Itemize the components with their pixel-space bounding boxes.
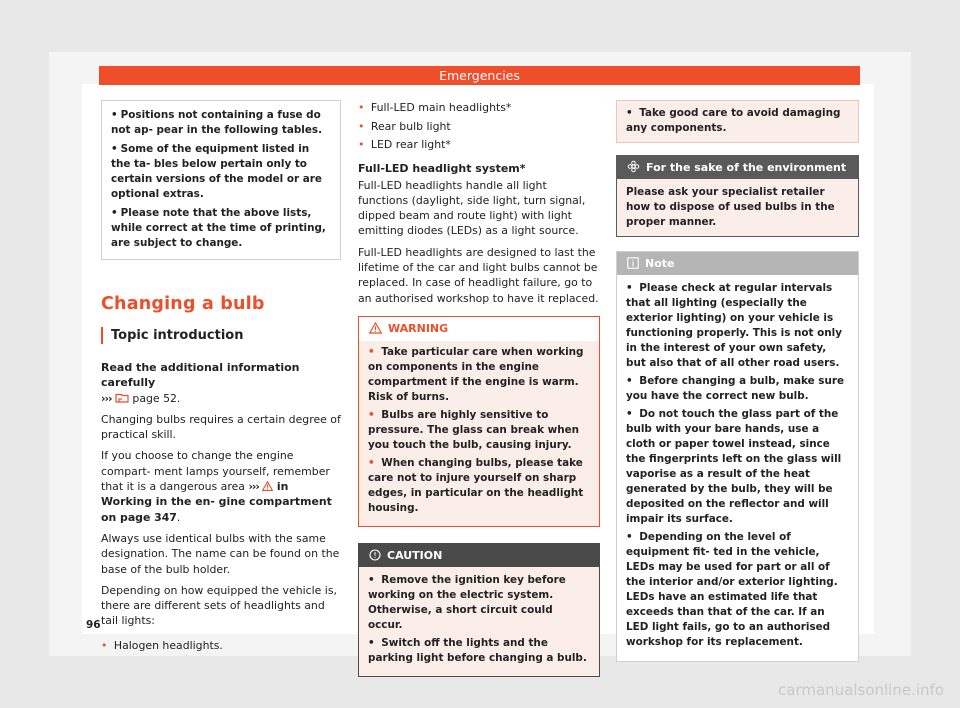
warning-triangle-icon [369, 322, 382, 334]
paragraph: Changing bulbs requires a certain degree of practical skill. [101, 412, 341, 442]
caution-body [359, 567, 599, 676]
read-more-line: Read the additional information carefully [101, 361, 300, 390]
read-more-reference[interactable]: ››› page 52. [101, 391, 181, 405]
paragraph: If you choose to change the engine compart- ment lamps yourself, remember that it is a dangerous area ››› in Working in the en- gine compartment on page 347. [101, 449, 332, 524]
bullet-icon: • [368, 573, 375, 586]
caution-circle-icon [369, 549, 381, 561]
list-item: • Full-LED main headlights* [358, 101, 512, 114]
bullet-icon: • [101, 638, 108, 652]
note-header: Note [617, 252, 858, 275]
bullet-icon: • [368, 456, 375, 469]
section-title: Changing a bulb [101, 294, 265, 314]
chapter-header: Emergencies [99, 66, 860, 85]
cross-reference-link[interactable]: in Working in the en- gine compartment on page 347 [101, 480, 332, 524]
column-3 [616, 100, 859, 662]
paragraph: Always use identical bulbs with the same designation. The name can be found on the base of the bulb holder. [101, 531, 340, 576]
subheading: Full-LED headlight system* [358, 161, 526, 175]
list-item: • Halogen headlights. [101, 638, 223, 652]
bullet-icon: • [368, 636, 375, 649]
list-item: • LED rear light* [358, 138, 451, 151]
bullet-icon: • [111, 207, 118, 219]
page-number: 96 [86, 619, 101, 631]
note-box [616, 251, 859, 662]
note-body [617, 275, 858, 661]
bullet-icon: • [368, 345, 375, 358]
bullet-icon: • [358, 138, 365, 151]
bullet-icon: • [626, 375, 633, 387]
paragraph: Full-LED headlights handle all light functions (daylight, side light, turn signal, dipped beam and route light) with light emitting diodes (LEDs) as a light source. [358, 178, 586, 238]
caution-item: • Remove the ignition key before working on the electric system. Otherwise, a short circuit could occur. [368, 573, 566, 631]
note-item: • Depending on the level of equipment fit- ted in the vehicle, LEDs may be used for part or all of the interior and/or exterior lighting. LEDs have an estimated life that exceeds than that of the car. If an LED light fails, go to an authorised workshop for its replacement. [626, 531, 838, 648]
warning-item: • Bulbs are highly sensitive to pressure. The glass can break when you touch the bulb, causing injury. [368, 408, 580, 451]
bullet-icon: • [358, 119, 365, 133]
caution-item: • Switch off the lights and the parking light before changing a bulb. [368, 636, 587, 664]
bullet-icon: • [111, 109, 118, 121]
list-item: • Rear bulb light [358, 119, 451, 133]
paragraph: Full-LED headlights are designed to last the lifetime of the car and light bulbs cannot be replaced. In case of headlight failure, go to an authorised workshop to have it replaced. [358, 245, 599, 305]
intro-item: • Some of the equipment listed in the ta- bles below pertain only to certain versions of the model or are optional extras. [111, 143, 322, 200]
bullet-icon: • [358, 101, 365, 114]
topic-intro-heading: Topic introduction [101, 327, 341, 344]
warning-box [358, 316, 600, 527]
info-icon [627, 257, 639, 269]
warning-header: WARNING [359, 317, 599, 341]
note-item: • Do not touch the glass part of the bulb with your bare hands, use a cloth or paper towel instead, since the fingerprints left on the glass will vaporise as a result of the heat generated by the bulb, they will be deposited on the reflector and will impair its surface. [626, 408, 842, 525]
note-item: • Before changing a bulb, make sure you have the correct new bulb. [626, 375, 845, 402]
environment-body: Please ask your specialist retailer how to dispose of used bulbs in the proper manner. [626, 186, 835, 228]
bullet-icon: • [368, 408, 375, 421]
book-reference-icon [115, 393, 129, 403]
bullet-icon: • [111, 143, 118, 155]
intro-box [101, 100, 341, 260]
environment-header: For the sake of the environment [617, 156, 858, 179]
warning-body [359, 341, 599, 526]
note-item: • Please check at regular intervals that all lighting (especially the exterior lighting) on your vehicle is functioning properly. This is not only in the interest of your own safety, but also that of all other road users. [626, 282, 843, 369]
intro-item: • Please note that the above lists, while correct at the time of printing, are subject to change. [111, 207, 326, 249]
warning-item: • Take particular care when working on components in the engine compartment if the engine is warm. Risk of burns. [368, 345, 584, 403]
intro-item: • Positions not containing a fuse do not ap- pear in the following tables. [111, 109, 323, 136]
caution-box [358, 543, 600, 677]
column-2 [358, 100, 600, 677]
bullet-icon: • [626, 107, 633, 119]
column-1 [101, 100, 341, 656]
flower-icon [627, 160, 640, 173]
warning-triangle-icon [262, 481, 273, 491]
caution-header: CAUTION [359, 544, 599, 567]
watermark: carmanualsonline.info [778, 681, 944, 699]
warning-item: • When changing bulbs, please take care not to injure yourself on sharp edges, in particular on the headlight housing. [368, 456, 584, 514]
environment-box [616, 155, 859, 237]
caution-continued-box: • Take good care to avoid damaging any components. [616, 100, 859, 143]
bullet-icon: • [626, 282, 633, 294]
bullet-icon: • [626, 531, 633, 543]
paragraph: Depending on how equipped the vehicle is, there are different sets of headlights and tail lights: [101, 583, 337, 628]
bullet-icon: • [626, 408, 633, 420]
